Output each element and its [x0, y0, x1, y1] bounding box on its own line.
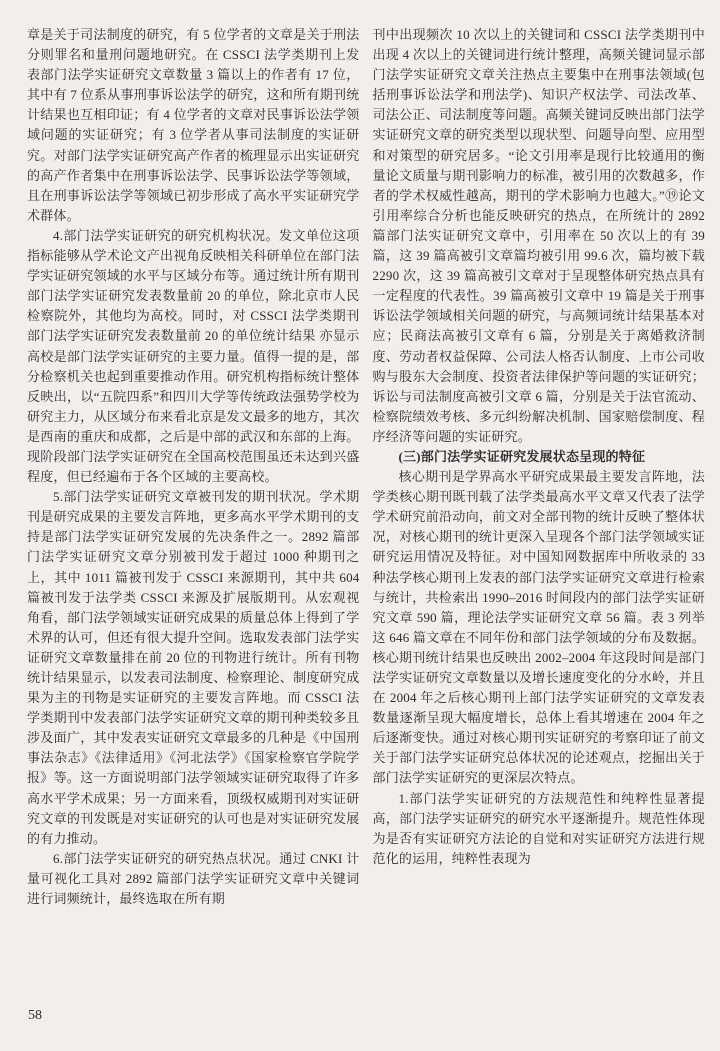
- paragraph-research-institutions: 4.部门法学实证研究的研究机构状况。发文单位这项指标能够从学术论文产出视角反映相关科研单位在部门法学实证研究领域的水平与区域分布等。通过统计所有期刊部门法学实证研究发表数量前 20 的单位，除北京市人民检察院外，其他均为高校。同时，对 CSSCI 法学类期刊部门法学实证研究发表数量前 20 的单位统计结果 亦显示高校是部门法学实证研究的主要力量。值得一提的是，部分检察机关也起到重要推动作用。研究机构指标统计整体反映出，以“五院四系”和四川大学等传统政法强势学校为研究主力，从区域分布来看北京是发文最多的地方，其次是西南的重庆和成都，之后是中部的武汉和东部的上海。现阶段部门法学实证研究在全国高校范围虽还未达到兴盛程度，但已经遍布于各个区域的主要高校。: [27, 227, 360, 485]
- paragraph-research-hotspots-start: 6.部门法学实证研究的研究热点状况。通过 CNKI 计量可视化工具对 2892 篇部门法学实证研究文章中关键词进行词频统计，最终选取在所有期: [27, 850, 360, 907]
- page-body: [27, 25, 705, 909]
- paragraph-method-normativity: 1.部门法学实证研究的方法规范性和纯粹性显著提高，部门法学实证研究的研究水平逐渐提升。规范性体现为是否有实证研究方法论的自觉和对实证研究方法进行规范化的运用，纯粹性表现为: [372, 790, 705, 866]
- paragraph-hotspots-continued: 刊中出现频次 10 次以上的关键词和 CSSCI 法学类期刊中出现 4 次以上的关键词进行统计整理，高频关键词显示部门法学实证研究文章关注热点主要集中在刑事法领域(包括刑事诉讼法学和刑法学)、知识产权法学、司法改革、司法公正、司法制度等问题。高频关键词反映出部门法学实证研究文章的研究类型以现状型、问题导向型、应用型和对策型的研究居多。“论文引用率是现行比较通用的衡量论文质量与期刊影响力的标准，被引用的次数越多，作者的学术权威性越高，期刊的学术影响力也越大。”⑲论文引用率综合分析也能反映研究的热点，在所统计的 2892 篇部门法实证研究文章中，引用率在 50 次以上的有 39 篇，这 39 篇高被引文章篇均被引用 99.6 次，篇均被下载 2290 次，这 39 篇高被引文章对于呈现整体研究热点具有一定程度的代表性。39 篇高被引文章中 19 篇是关于刑事诉讼法学领域相关问题的研究，与高频词统计结果基本对应；民商法高被引文章有 6 篇，分别是关于离婚救济制度、劳动者权益保障、公司法人格否认制度、上市公司收购与股东大会制度、投资者法律保护等问题的实证研究；诉讼与司法制度高被引文章 6 篇，分别是关于法官流动、检察院绩效考核、多元纠纷解决机制、国家赔偿制度、程序经济等问题的实证研究。: [372, 27, 705, 444]
- paragraph-continued: 章是关于司法制度的研究，有 5 位学者的文章是关于刑法分则罪名和量刑问题地研究。在 CSSCI 法学类期刊上发表部门法学实证研究文章数量 3 篇以上的作者有 17 位，其中有 7 位系从事刑事诉讼法学的研究，这和所有期刊统计结果也互相印证；有 4 位学者的文章对民事诉讼法学领域问题的实证研究；有 3 位学者从事司法制度的实证研究。对部门法学实证研究高产作者的梳理显示出实证研究的高产作者集中在刑事诉讼法学、民事诉讼法学等领域，且在刑事诉讼法学等领域已初步形成了高水平实证研究学术群体。: [27, 27, 360, 223]
- text-column-left: [27, 25, 360, 909]
- section-heading: (三)部门法学实证研究发展状态呈现的特征: [398, 448, 646, 464]
- page-number: 58: [28, 1008, 42, 1023]
- paragraph-journals-published: 5.部门法学实证研究文章被刊发的期刊状况。学术期刊是研究成果的主要发言阵地，更多高水平学术期刊的支持是部门法学实证研究发展的先决条件之一。2892 篇部门法学实证研究文章分别被刊发于超过 1000 种期刊之上，其中 1011 篇被刊发于 CSSCI 来源期刊，其中共 604 篇被刊发于法学类 CSSCI 来源及扩展版期刊。从宏观视角看，部门法学领域实证研究成果的质量总体上得到了学术界的认可，但还有很大提升空间。选取发表部门法学实证研究文章数量排在前 20 位的刊物进行统计。所有刊物统计结果显示，以发表司法制度、检察理论、制度研究成果为主的刊物是实证研究的主要发言阵地。而 CSSCI 法学类期刊中发表部门法学实证研究文章的期刊种类较多且涉及面广，其中发表实证研究文章最多的几种是《中国刑事法杂志》《法律适用》《河北法学》《国家检察官学院学报》等。这一方面说明部门法学领域实证研究取得了许多高水平学术成果；另一方面来看，顶级权威期刊对实证研究文章的刊发既是对实证研究的认可也是对实证研究发展的有力推动。: [27, 489, 360, 846]
- text-column-right: [373, 25, 706, 909]
- paragraph-core-journals: 核心期刊是学界高水平研究成果最主要发言阵地，法学类核心期刊既刊载了法学类最高水平文章又代表了法学学术研究前沿动向，前文对全部刊物的统计反映了整体状况，对核心期刊的统计更深入呈现各个部门法学领域实证研究运用情况及特征。对中国知网数据库中所收录的 33 种法学核心期刊上发表的部门法学实证研究文章进行检索与统计，共检索出 1990–2016 时间段内的部门法学实证研究文章 590 篇，理论法学实证研究文章 56 篇。表 3 列举这 646 篇文章在不同年份和部门法学领域的分布及数据。核心期刊统计结果也反映出 2002–2004 年这段时间是部门法学实证研究文章数量以及增长速度变化的分水岭，并且在 2004 年之后核心期刊上部门法学实证研究的文章发表数量逐渐呈现大幅度增长，总体上看其增速在 2004 年之后逐渐变快。通过对核心期刊实证研究的考察印证了前文关于部门法学实证研究总体状况的论述观点，挖掘出关于部门法学实证研究的更深层次特点。: [372, 469, 705, 786]
